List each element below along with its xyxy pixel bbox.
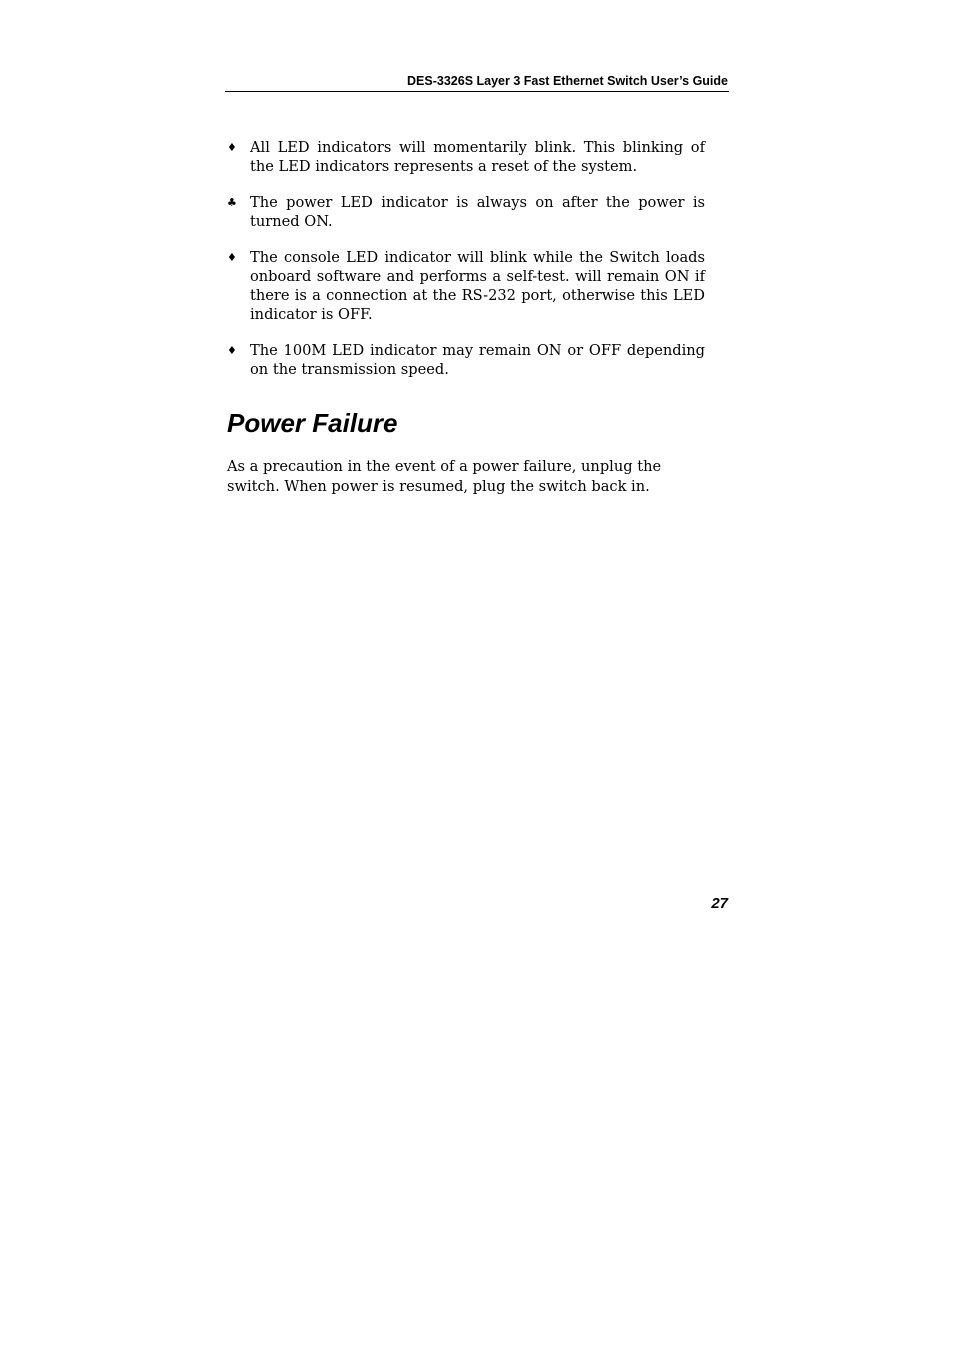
list-item bbox=[227, 248, 705, 324]
diamond-bullet-icon: ♦ bbox=[227, 251, 237, 264]
running-header: DES-3326S Layer 3 Fast Ethernet Switch User’s Guide bbox=[407, 74, 728, 88]
list-item bbox=[227, 341, 705, 379]
body-paragraph: As a precaution in the event of a power failure, unplug the switch. When power is resumed, plug the switch back in. bbox=[227, 458, 662, 495]
led-behavior-list bbox=[227, 138, 705, 396]
diamond-bullet-icon: ♦ bbox=[227, 141, 237, 154]
page-number: 27 bbox=[711, 895, 728, 912]
list-item-text: The 100M LED indicator may remain ON or OFF depending on the transmission speed. bbox=[250, 342, 705, 378]
section-heading: Power Failure bbox=[227, 408, 398, 438]
header-rule bbox=[225, 91, 729, 92]
club-bullet-icon: ♣ bbox=[227, 196, 237, 209]
list-item-text: The power LED indicator is always on after the power is turned ON. bbox=[250, 194, 705, 230]
diamond-bullet-icon: ♦ bbox=[227, 344, 237, 357]
list-item-text: The console LED indicator will blink while the Switch loads onboard software and performs a self-test. will remain ON if there is a connection at the RS-232 port, otherwise this LED indicator is OFF. bbox=[250, 249, 705, 323]
list-item bbox=[227, 193, 705, 231]
list-item-text: All LED indicators will momentarily blink. This blinking of the LED indicators represents a reset of the system. bbox=[250, 139, 705, 175]
list-item bbox=[227, 138, 705, 176]
